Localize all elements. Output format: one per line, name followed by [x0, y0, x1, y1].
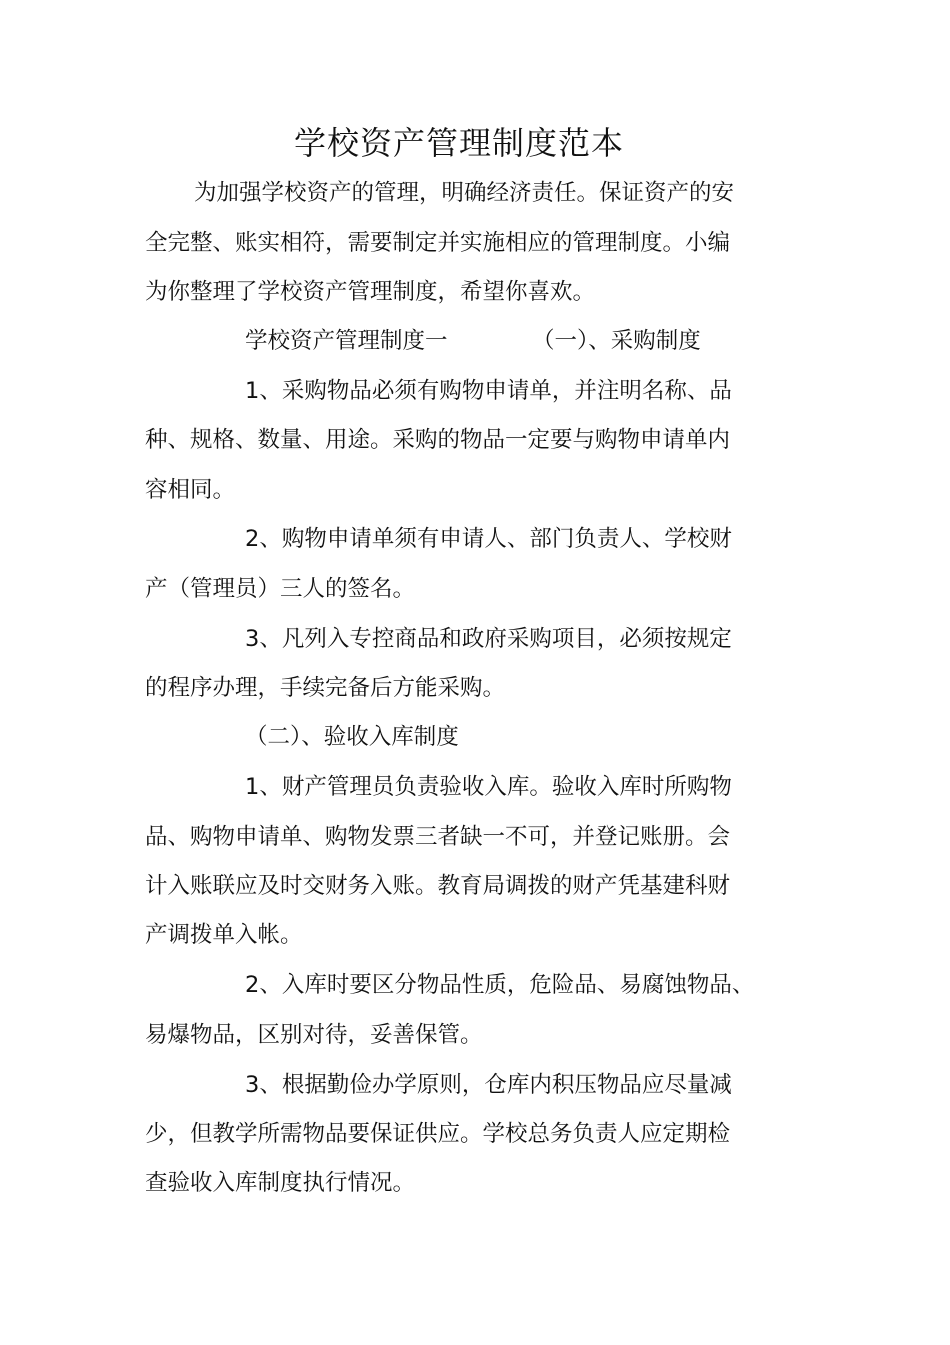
- section-heading: 学校资产管理制度一: [245, 328, 448, 354]
- paragraph-line: 品、购物申请单、购物发票三者缺一不可，并登记账册。会: [145, 824, 731, 850]
- paragraph-line: 易爆物品，区别对待，妥善保管。: [145, 1022, 483, 1048]
- paragraph-line: 产（管理员）三人的签名。: [145, 576, 416, 602]
- paragraph-line: 计入账联应及时交财务入账。教育局调拨的财产凭基建科财: [145, 873, 731, 899]
- paragraph-line: 2、入库时要区分物品性质，危险品、易腐蚀物品、: [245, 972, 755, 998]
- paragraph-line: 3、根据勤俭办学原则，仓库内积压物品应尽量减: [245, 1072, 732, 1098]
- paragraph-line: 1、采购物品必须有购物申请单，并注明名称、品: [245, 378, 732, 404]
- section-heading: （二）、验收入库制度: [245, 724, 459, 750]
- paragraph-line: 全完整、账实相符，需要制定并实施相应的管理制度。小编: [145, 230, 731, 256]
- section-heading: （一）、采购制度: [532, 328, 701, 354]
- paragraph-line: 为加强学校资产的管理，明确经济责任。保证资产的安: [194, 180, 735, 206]
- paragraph-line: 少，但教学所需物品要保证供应。学校总务负责人应定期检: [145, 1121, 731, 1147]
- paragraph-line: 查验收入库制度执行情况。: [145, 1170, 416, 1196]
- document-title: 学校资产管理制度范本: [293, 124, 624, 162]
- paragraph-line: 为你整理了学校资产管理制度，希望你喜欢。: [145, 279, 596, 305]
- paragraph-line: 3、凡列入专控商品和政府采购项目，必须按规定: [245, 626, 732, 652]
- paragraph-line: 种、规格、数量、用途。采购的物品一定要与购物申请单内: [145, 427, 731, 453]
- paragraph-line: 2、购物申请单须有申请人、部门负责人、学校财: [245, 526, 732, 552]
- paragraph-line: 1、财产管理员负责验收入库。验收入库时所购物: [245, 774, 732, 800]
- paragraph-line: 容相同。: [145, 477, 236, 503]
- paragraph-line: 产调拨单入帐。: [145, 922, 303, 948]
- paragraph-line: 的程序办理，手续完备后方能采购。: [145, 675, 506, 701]
